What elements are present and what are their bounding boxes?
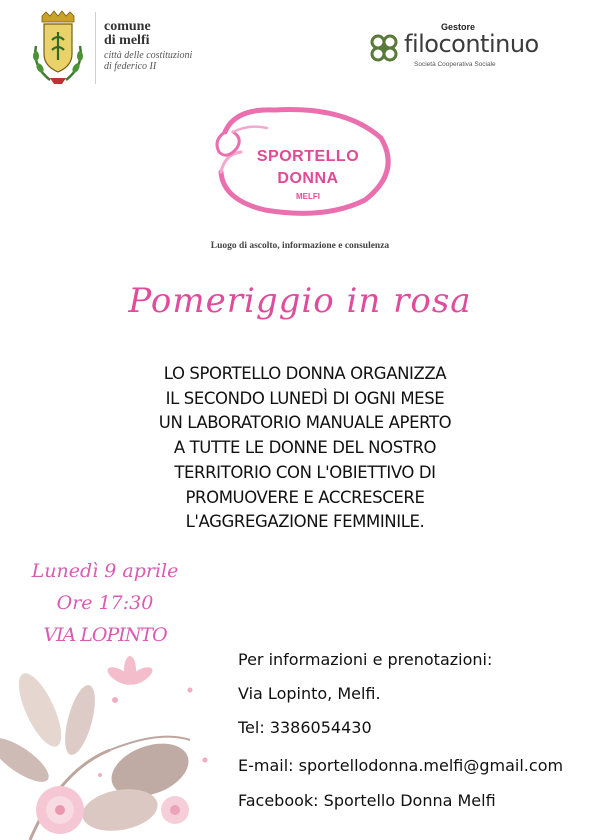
gestore-subtitle: Società Cooperativa Sociale (414, 61, 496, 68)
description-line: A TUTTE LE DONNE DEL NOSTRO (173, 438, 437, 458)
comune-name: comune di melfi (104, 19, 151, 48)
crest-icon (28, 10, 88, 88)
comune-subtitle: città delle costituzioni di federico II (104, 50, 193, 72)
description-line: LO SPORTELLO DONNA ORGANIZZA (163, 364, 447, 383)
description-line: UN LABORATORIO MANUALE APERTO (158, 413, 452, 433)
event-date: Lunedì 9 aprile (31, 560, 179, 582)
contact-phone: Tel: 3386054430 (238, 718, 372, 737)
event-time: Ore 17:30 (56, 592, 154, 614)
description-line: TERRITORIO CON L'OBIETTIVO DI (174, 462, 436, 482)
description-line: L'AGGREGAZIONE FEMMINILE. (185, 512, 425, 532)
logo-city: MELFI (296, 192, 320, 201)
header-divider (95, 12, 96, 84)
page-title: Pomeriggio in rosa (128, 281, 472, 321)
contact-facebook: Facebook: Sportello Donna Melfi (238, 791, 496, 810)
floral-decoration (0, 650, 230, 840)
event-place: VIA LOPINTO (43, 624, 167, 646)
filocontinuo-logo-icon (366, 30, 402, 66)
contact-address: Via Lopinto, Melfi. (238, 684, 381, 703)
description-line: IL SECONDO LUNEDÌ DI OGNI MESE (165, 388, 445, 408)
description (110, 362, 500, 535)
contact-heading: Per informazioni e prenotazioni: (238, 650, 493, 669)
description-line: PROMUOVERE E ACCRESCERE (185, 487, 425, 507)
gestore-name: filocontinuo (404, 30, 539, 58)
tagline: Luogo di ascolto, informazione e consulenza (210, 241, 390, 251)
logo-line2: DONNA (277, 170, 339, 187)
gestore-label: Gestore (441, 22, 476, 32)
contact-email: E-mail: sportellodonna.melfi@gmail.com (238, 756, 564, 775)
logo-line1: SPORTELLO (256, 148, 360, 165)
